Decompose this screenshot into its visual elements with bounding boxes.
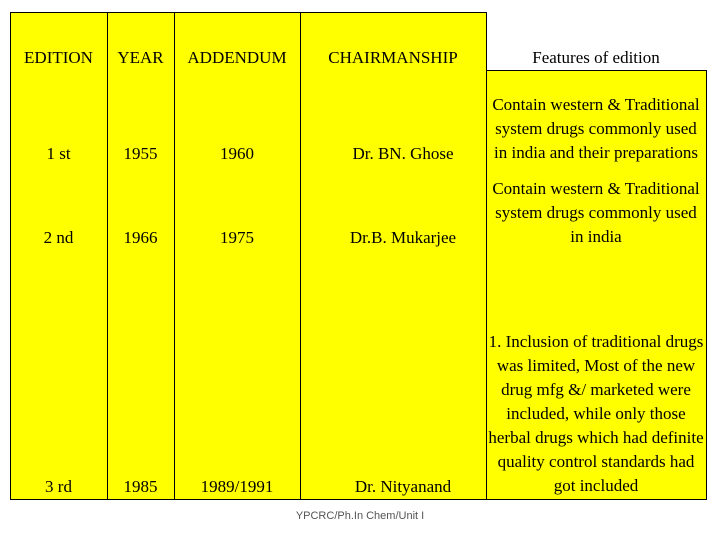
grid-line-col1: [107, 12, 108, 500]
grid-line-col3: [300, 12, 301, 500]
row1-features: Contain western & Traditional system drugs commonly used in india and their preparations: [492, 95, 700, 162]
row2-addendum: 1975: [220, 228, 254, 247]
row1-addendum: 1960: [220, 144, 254, 163]
row3-addendum: 1989/1991: [200, 477, 274, 496]
header-features: Features of edition: [486, 46, 706, 70]
grid-line-features-top: [486, 70, 706, 71]
footer-text: YPCRC/Ph.In Chem/Unit I: [295, 510, 425, 522]
row1-chairmanship: Dr. BN. Ghose: [352, 144, 454, 163]
grid-line-top: [10, 12, 486, 13]
row3-edition: 3 rd: [45, 477, 72, 496]
grid-line-right: [706, 70, 707, 500]
grid-line-col2: [174, 12, 175, 500]
row3-year: 1985: [123, 477, 158, 496]
header-addendum: ADDENDUM: [187, 48, 287, 67]
header-year: YEAR: [117, 48, 164, 67]
grid-line-left: [10, 12, 11, 500]
row3-features: 1. Inclusion of traditional drugs was limited, Most of the new drug mfg &/ marketed were included, while only those herbal drugs which had definite quality control standards had got included: [488, 332, 704, 495]
row2-features: Contain western & Traditional system drugs commonly used in india: [492, 179, 700, 246]
grid-line-bottom: [10, 499, 706, 500]
row2-year: 1966: [123, 228, 158, 247]
header-chairmanship: CHAIRMANSHIP: [328, 48, 458, 67]
row3-chairmanship: Dr. Nityanand: [354, 477, 452, 496]
row1-edition: 1 st: [46, 144, 71, 163]
row2-edition: 2 nd: [43, 228, 74, 247]
row2-chairmanship: Dr.B. Mukarjee: [349, 228, 457, 247]
header-edition: EDITION: [24, 48, 93, 67]
row1-year: 1955: [123, 144, 158, 163]
grid-line-col4: [486, 12, 487, 500]
